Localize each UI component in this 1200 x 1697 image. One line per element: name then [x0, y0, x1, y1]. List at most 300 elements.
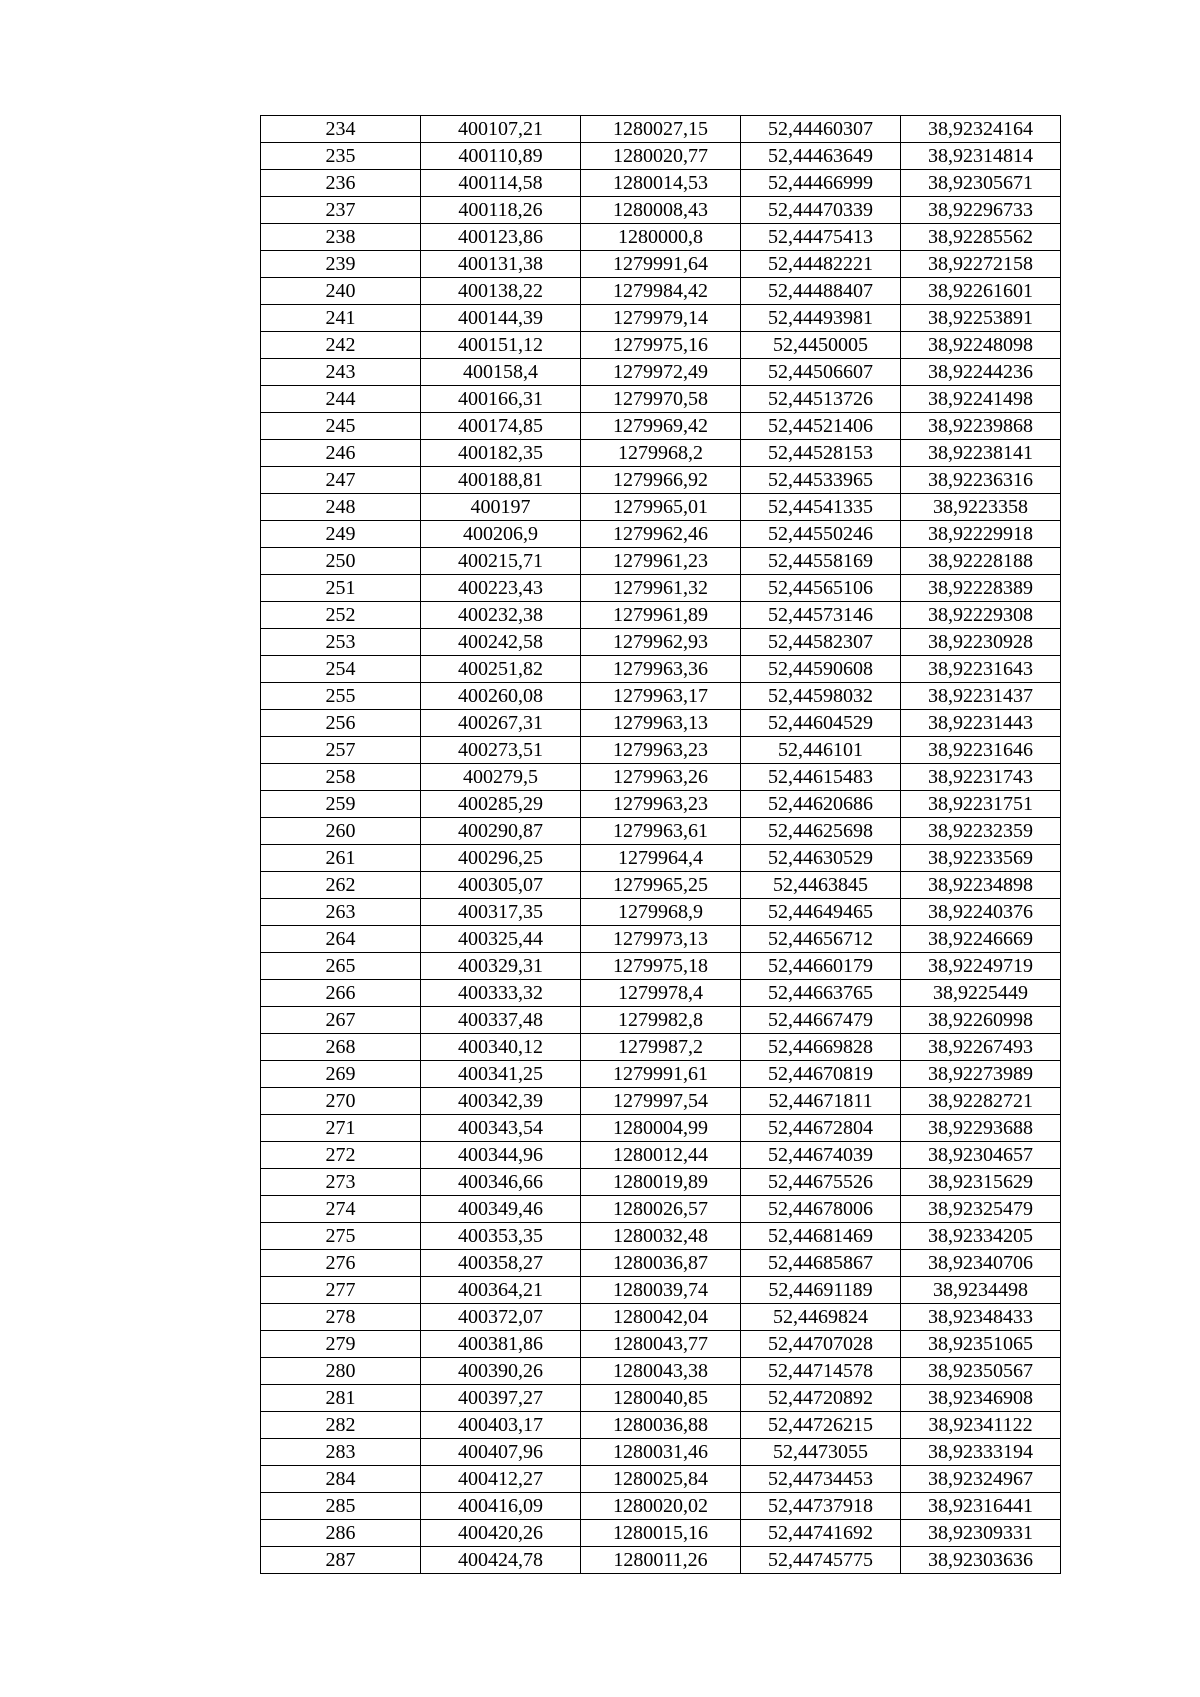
x-coordinate-cell: 400397,27 [421, 1385, 581, 1412]
longitude-cell: 38,9223358 [901, 494, 1061, 521]
latitude-cell: 52,44625698 [741, 818, 901, 845]
point-number-cell: 249 [261, 521, 421, 548]
table-row [261, 521, 1061, 548]
latitude-cell: 52,44620686 [741, 791, 901, 818]
y-coordinate-cell: 1280040,85 [581, 1385, 741, 1412]
point-number-cell: 273 [261, 1169, 421, 1196]
x-coordinate-cell: 400407,96 [421, 1439, 581, 1466]
point-number-cell: 270 [261, 1088, 421, 1115]
y-coordinate-cell: 1280031,46 [581, 1439, 741, 1466]
x-coordinate-cell: 400285,29 [421, 791, 581, 818]
latitude-cell: 52,44463649 [741, 143, 901, 170]
y-coordinate-cell: 1279984,42 [581, 278, 741, 305]
point-number-cell: 261 [261, 845, 421, 872]
y-coordinate-cell: 1280036,87 [581, 1250, 741, 1277]
x-coordinate-cell: 400381,86 [421, 1331, 581, 1358]
longitude-cell: 38,92304657 [901, 1142, 1061, 1169]
latitude-cell: 52,44714578 [741, 1358, 901, 1385]
y-coordinate-cell: 1279987,2 [581, 1034, 741, 1061]
table-row [261, 224, 1061, 251]
x-coordinate-cell: 400197 [421, 494, 581, 521]
x-coordinate-cell: 400317,35 [421, 899, 581, 926]
point-number-cell: 286 [261, 1520, 421, 1547]
point-number-cell: 277 [261, 1277, 421, 1304]
latitude-cell: 52,44533965 [741, 467, 901, 494]
point-number-cell: 250 [261, 548, 421, 575]
table-row [261, 170, 1061, 197]
latitude-cell: 52,44678006 [741, 1196, 901, 1223]
point-number-cell: 239 [261, 251, 421, 278]
x-coordinate-cell: 400260,08 [421, 683, 581, 710]
latitude-cell: 52,44691189 [741, 1277, 901, 1304]
x-coordinate-cell: 400114,58 [421, 170, 581, 197]
x-coordinate-cell: 400144,39 [421, 305, 581, 332]
table-row [261, 764, 1061, 791]
point-number-cell: 287 [261, 1547, 421, 1574]
x-coordinate-cell: 400232,38 [421, 602, 581, 629]
y-coordinate-cell: 1280020,02 [581, 1493, 741, 1520]
latitude-cell: 52,44460307 [741, 116, 901, 143]
longitude-cell: 38,92234898 [901, 872, 1061, 899]
longitude-cell: 38,92249719 [901, 953, 1061, 980]
table-row [261, 737, 1061, 764]
longitude-cell: 38,92315629 [901, 1169, 1061, 1196]
x-coordinate-cell: 400118,26 [421, 197, 581, 224]
table-row [261, 575, 1061, 602]
table-row [261, 1250, 1061, 1277]
table-row [261, 1277, 1061, 1304]
table-row [261, 467, 1061, 494]
y-coordinate-cell: 1280014,53 [581, 170, 741, 197]
x-coordinate-cell: 400273,51 [421, 737, 581, 764]
y-coordinate-cell: 1280020,77 [581, 143, 741, 170]
longitude-cell: 38,92282721 [901, 1088, 1061, 1115]
longitude-cell: 38,92272158 [901, 251, 1061, 278]
point-number-cell: 265 [261, 953, 421, 980]
latitude-cell: 52,44685867 [741, 1250, 901, 1277]
y-coordinate-cell: 1280043,38 [581, 1358, 741, 1385]
longitude-cell: 38,92324967 [901, 1466, 1061, 1493]
x-coordinate-cell: 400290,87 [421, 818, 581, 845]
point-number-cell: 267 [261, 1007, 421, 1034]
table-row [261, 629, 1061, 656]
point-number-cell: 254 [261, 656, 421, 683]
table-row [261, 818, 1061, 845]
table-row [261, 548, 1061, 575]
longitude-cell: 38,92229918 [901, 521, 1061, 548]
point-number-cell: 243 [261, 359, 421, 386]
latitude-cell: 52,44737918 [741, 1493, 901, 1520]
point-number-cell: 240 [261, 278, 421, 305]
table-row [261, 1007, 1061, 1034]
longitude-cell: 38,92248098 [901, 332, 1061, 359]
longitude-cell: 38,92314814 [901, 143, 1061, 170]
table-row [261, 359, 1061, 386]
x-coordinate-cell: 400131,38 [421, 251, 581, 278]
point-number-cell: 281 [261, 1385, 421, 1412]
y-coordinate-cell: 1279975,16 [581, 332, 741, 359]
x-coordinate-cell: 400158,4 [421, 359, 581, 386]
longitude-cell: 38,92285562 [901, 224, 1061, 251]
table-row [261, 1196, 1061, 1223]
y-coordinate-cell: 1279963,13 [581, 710, 741, 737]
point-number-cell: 238 [261, 224, 421, 251]
point-number-cell: 271 [261, 1115, 421, 1142]
point-number-cell: 241 [261, 305, 421, 332]
point-number-cell: 278 [261, 1304, 421, 1331]
table-row [261, 1385, 1061, 1412]
point-number-cell: 279 [261, 1331, 421, 1358]
latitude-cell: 52,4463845 [741, 872, 901, 899]
y-coordinate-cell: 1280039,74 [581, 1277, 741, 1304]
point-number-cell: 284 [261, 1466, 421, 1493]
point-number-cell: 256 [261, 710, 421, 737]
y-coordinate-cell: 1279963,23 [581, 791, 741, 818]
longitude-cell: 38,92231751 [901, 791, 1061, 818]
longitude-cell: 38,92260998 [901, 1007, 1061, 1034]
point-number-cell: 251 [261, 575, 421, 602]
x-coordinate-cell: 400424,78 [421, 1547, 581, 1574]
latitude-cell: 52,44656712 [741, 926, 901, 953]
latitude-cell: 52,4473055 [741, 1439, 901, 1466]
latitude-cell: 52,44707028 [741, 1331, 901, 1358]
longitude-cell: 38,92325479 [901, 1196, 1061, 1223]
x-coordinate-cell: 400329,31 [421, 953, 581, 980]
latitude-cell: 52,4469824 [741, 1304, 901, 1331]
longitude-cell: 38,92296733 [901, 197, 1061, 224]
table-row [261, 332, 1061, 359]
latitude-cell: 52,44513726 [741, 386, 901, 413]
table-row [261, 791, 1061, 818]
y-coordinate-cell: 1280027,15 [581, 116, 741, 143]
latitude-cell: 52,44660179 [741, 953, 901, 980]
table-row [261, 602, 1061, 629]
point-number-cell: 280 [261, 1358, 421, 1385]
y-coordinate-cell: 1280011,26 [581, 1547, 741, 1574]
x-coordinate-cell: 400151,12 [421, 332, 581, 359]
y-coordinate-cell: 1280015,16 [581, 1520, 741, 1547]
y-coordinate-cell: 1280043,77 [581, 1331, 741, 1358]
x-coordinate-cell: 400358,27 [421, 1250, 581, 1277]
x-coordinate-cell: 400325,44 [421, 926, 581, 953]
point-number-cell: 285 [261, 1493, 421, 1520]
point-number-cell: 272 [261, 1142, 421, 1169]
x-coordinate-cell: 400110,89 [421, 143, 581, 170]
table-row [261, 143, 1061, 170]
longitude-cell: 38,92229308 [901, 602, 1061, 629]
y-coordinate-cell: 1279962,93 [581, 629, 741, 656]
y-coordinate-cell: 1280000,8 [581, 224, 741, 251]
coordinates-table [260, 115, 1061, 1574]
table-row [261, 872, 1061, 899]
x-coordinate-cell: 400242,58 [421, 629, 581, 656]
y-coordinate-cell: 1279968,9 [581, 899, 741, 926]
latitude-cell: 52,44550246 [741, 521, 901, 548]
x-coordinate-cell: 400174,85 [421, 413, 581, 440]
table-row [261, 1169, 1061, 1196]
longitude-cell: 38,92348433 [901, 1304, 1061, 1331]
latitude-cell: 52,44672804 [741, 1115, 901, 1142]
table-row [261, 197, 1061, 224]
longitude-cell: 38,92233569 [901, 845, 1061, 872]
y-coordinate-cell: 1279963,26 [581, 764, 741, 791]
longitude-cell: 38,92303636 [901, 1547, 1061, 1574]
table-row [261, 845, 1061, 872]
table-row [261, 1088, 1061, 1115]
y-coordinate-cell: 1280032,48 [581, 1223, 741, 1250]
table-row [261, 1304, 1061, 1331]
longitude-cell: 38,92239868 [901, 413, 1061, 440]
x-coordinate-cell: 400349,46 [421, 1196, 581, 1223]
y-coordinate-cell: 1279991,61 [581, 1061, 741, 1088]
point-number-cell: 268 [261, 1034, 421, 1061]
x-coordinate-cell: 400344,96 [421, 1142, 581, 1169]
latitude-cell: 52,44745775 [741, 1547, 901, 1574]
latitude-cell: 52,44488407 [741, 278, 901, 305]
y-coordinate-cell: 1279982,8 [581, 1007, 741, 1034]
latitude-cell: 52,44670819 [741, 1061, 901, 1088]
latitude-cell: 52,446101 [741, 737, 901, 764]
longitude-cell: 38,92238141 [901, 440, 1061, 467]
y-coordinate-cell: 1279975,18 [581, 953, 741, 980]
y-coordinate-cell: 1280036,88 [581, 1412, 741, 1439]
table-row [261, 278, 1061, 305]
y-coordinate-cell: 1280008,43 [581, 197, 741, 224]
latitude-cell: 52,4450005 [741, 332, 901, 359]
x-coordinate-cell: 400337,48 [421, 1007, 581, 1034]
point-number-cell: 264 [261, 926, 421, 953]
table-row [261, 899, 1061, 926]
longitude-cell: 38,92244236 [901, 359, 1061, 386]
latitude-cell: 52,44573146 [741, 602, 901, 629]
y-coordinate-cell: 1279961,32 [581, 575, 741, 602]
latitude-cell: 52,44675526 [741, 1169, 901, 1196]
x-coordinate-cell: 400341,25 [421, 1061, 581, 1088]
point-number-cell: 263 [261, 899, 421, 926]
latitude-cell: 52,44615483 [741, 764, 901, 791]
table-row [261, 683, 1061, 710]
longitude-cell: 38,92231437 [901, 683, 1061, 710]
x-coordinate-cell: 400412,27 [421, 1466, 581, 1493]
latitude-cell: 52,44475413 [741, 224, 901, 251]
table-row [261, 1223, 1061, 1250]
table-row [261, 305, 1061, 332]
table-row [261, 1331, 1061, 1358]
longitude-cell: 38,92340706 [901, 1250, 1061, 1277]
x-coordinate-cell: 400343,54 [421, 1115, 581, 1142]
longitude-cell: 38,92346908 [901, 1385, 1061, 1412]
x-coordinate-cell: 400267,31 [421, 710, 581, 737]
x-coordinate-cell: 400188,81 [421, 467, 581, 494]
latitude-cell: 52,44590608 [741, 656, 901, 683]
latitude-cell: 52,44528153 [741, 440, 901, 467]
latitude-cell: 52,44681469 [741, 1223, 901, 1250]
longitude-cell: 38,92293688 [901, 1115, 1061, 1142]
y-coordinate-cell: 1280026,57 [581, 1196, 741, 1223]
point-number-cell: 244 [261, 386, 421, 413]
table-row [261, 656, 1061, 683]
y-coordinate-cell: 1279965,01 [581, 494, 741, 521]
y-coordinate-cell: 1280019,89 [581, 1169, 741, 1196]
latitude-cell: 52,44726215 [741, 1412, 901, 1439]
table-row [261, 710, 1061, 737]
x-coordinate-cell: 400372,07 [421, 1304, 581, 1331]
latitude-cell: 52,44598032 [741, 683, 901, 710]
x-coordinate-cell: 400223,43 [421, 575, 581, 602]
latitude-cell: 52,44493981 [741, 305, 901, 332]
point-number-cell: 247 [261, 467, 421, 494]
point-number-cell: 252 [261, 602, 421, 629]
y-coordinate-cell: 1279962,46 [581, 521, 741, 548]
longitude-cell: 38,92316441 [901, 1493, 1061, 1520]
y-coordinate-cell: 1279991,64 [581, 251, 741, 278]
longitude-cell: 38,92236316 [901, 467, 1061, 494]
table-row [261, 926, 1061, 953]
table-row [261, 1493, 1061, 1520]
latitude-cell: 52,44667479 [741, 1007, 901, 1034]
latitude-cell: 52,44630529 [741, 845, 901, 872]
table-row [261, 980, 1061, 1007]
longitude-cell: 38,92267493 [901, 1034, 1061, 1061]
x-coordinate-cell: 400215,71 [421, 548, 581, 575]
table-row [261, 1034, 1061, 1061]
x-coordinate-cell: 400390,26 [421, 1358, 581, 1385]
point-number-cell: 235 [261, 143, 421, 170]
x-coordinate-cell: 400364,21 [421, 1277, 581, 1304]
latitude-cell: 52,44649465 [741, 899, 901, 926]
x-coordinate-cell: 400251,82 [421, 656, 581, 683]
latitude-cell: 52,44604529 [741, 710, 901, 737]
longitude-cell: 38,92231743 [901, 764, 1061, 791]
y-coordinate-cell: 1279968,2 [581, 440, 741, 467]
longitude-cell: 38,92241498 [901, 386, 1061, 413]
y-coordinate-cell: 1279964,4 [581, 845, 741, 872]
longitude-cell: 38,92305671 [901, 170, 1061, 197]
point-number-cell: 262 [261, 872, 421, 899]
y-coordinate-cell: 1279961,23 [581, 548, 741, 575]
y-coordinate-cell: 1279972,49 [581, 359, 741, 386]
y-coordinate-cell: 1279973,13 [581, 926, 741, 953]
table-row [261, 494, 1061, 521]
latitude-cell: 52,44582307 [741, 629, 901, 656]
point-number-cell: 253 [261, 629, 421, 656]
y-coordinate-cell: 1279997,54 [581, 1088, 741, 1115]
point-number-cell: 283 [261, 1439, 421, 1466]
y-coordinate-cell: 1279965,25 [581, 872, 741, 899]
point-number-cell: 255 [261, 683, 421, 710]
longitude-cell: 38,92246669 [901, 926, 1061, 953]
point-number-cell: 248 [261, 494, 421, 521]
latitude-cell: 52,44565106 [741, 575, 901, 602]
latitude-cell: 52,44558169 [741, 548, 901, 575]
y-coordinate-cell: 1280025,84 [581, 1466, 741, 1493]
point-number-cell: 269 [261, 1061, 421, 1088]
y-coordinate-cell: 1279978,4 [581, 980, 741, 1007]
point-number-cell: 260 [261, 818, 421, 845]
longitude-cell: 38,92309331 [901, 1520, 1061, 1547]
table-row [261, 1520, 1061, 1547]
table-row [261, 1061, 1061, 1088]
y-coordinate-cell: 1279969,42 [581, 413, 741, 440]
x-coordinate-cell: 400346,66 [421, 1169, 581, 1196]
point-number-cell: 282 [261, 1412, 421, 1439]
point-number-cell: 234 [261, 116, 421, 143]
x-coordinate-cell: 400123,86 [421, 224, 581, 251]
y-coordinate-cell: 1280012,44 [581, 1142, 741, 1169]
x-coordinate-cell: 400138,22 [421, 278, 581, 305]
point-number-cell: 259 [261, 791, 421, 818]
table-row [261, 440, 1061, 467]
y-coordinate-cell: 1279963,36 [581, 656, 741, 683]
latitude-cell: 52,44669828 [741, 1034, 901, 1061]
table-row [261, 1439, 1061, 1466]
longitude-cell: 38,92350567 [901, 1358, 1061, 1385]
table-row [261, 1358, 1061, 1385]
longitude-cell: 38,92231646 [901, 737, 1061, 764]
y-coordinate-cell: 1279963,23 [581, 737, 741, 764]
longitude-cell: 38,9225449 [901, 980, 1061, 1007]
x-coordinate-cell: 400296,25 [421, 845, 581, 872]
y-coordinate-cell: 1279963,61 [581, 818, 741, 845]
longitude-cell: 38,9234498 [901, 1277, 1061, 1304]
longitude-cell: 38,92333194 [901, 1439, 1061, 1466]
x-coordinate-cell: 400416,09 [421, 1493, 581, 1520]
x-coordinate-cell: 400333,32 [421, 980, 581, 1007]
longitude-cell: 38,92273989 [901, 1061, 1061, 1088]
latitude-cell: 52,44734453 [741, 1466, 901, 1493]
longitude-cell: 38,92261601 [901, 278, 1061, 305]
point-number-cell: 236 [261, 170, 421, 197]
table-row [261, 386, 1061, 413]
longitude-cell: 38,92231643 [901, 656, 1061, 683]
point-number-cell: 242 [261, 332, 421, 359]
point-number-cell: 245 [261, 413, 421, 440]
x-coordinate-cell: 400206,9 [421, 521, 581, 548]
longitude-cell: 38,92240376 [901, 899, 1061, 926]
x-coordinate-cell: 400279,5 [421, 764, 581, 791]
y-coordinate-cell: 1279970,58 [581, 386, 741, 413]
table-row [261, 251, 1061, 278]
longitude-cell: 38,92341122 [901, 1412, 1061, 1439]
y-coordinate-cell: 1279961,89 [581, 602, 741, 629]
coordinates-table-body [261, 116, 1061, 1574]
x-coordinate-cell: 400403,17 [421, 1412, 581, 1439]
longitude-cell: 38,92232359 [901, 818, 1061, 845]
y-coordinate-cell: 1280004,99 [581, 1115, 741, 1142]
longitude-cell: 38,92228188 [901, 548, 1061, 575]
x-coordinate-cell: 400107,21 [421, 116, 581, 143]
point-number-cell: 257 [261, 737, 421, 764]
longitude-cell: 38,92324164 [901, 116, 1061, 143]
x-coordinate-cell: 400342,39 [421, 1088, 581, 1115]
longitude-cell: 38,92253891 [901, 305, 1061, 332]
latitude-cell: 52,44470339 [741, 197, 901, 224]
latitude-cell: 52,44674039 [741, 1142, 901, 1169]
point-number-cell: 266 [261, 980, 421, 1007]
longitude-cell: 38,92230928 [901, 629, 1061, 656]
table-row [261, 413, 1061, 440]
x-coordinate-cell: 400305,07 [421, 872, 581, 899]
y-coordinate-cell: 1279963,17 [581, 683, 741, 710]
latitude-cell: 52,44466999 [741, 170, 901, 197]
latitude-cell: 52,44506607 [741, 359, 901, 386]
latitude-cell: 52,44663765 [741, 980, 901, 1007]
x-coordinate-cell: 400420,26 [421, 1520, 581, 1547]
table-row [261, 1412, 1061, 1439]
x-coordinate-cell: 400182,35 [421, 440, 581, 467]
point-number-cell: 246 [261, 440, 421, 467]
point-number-cell: 275 [261, 1223, 421, 1250]
